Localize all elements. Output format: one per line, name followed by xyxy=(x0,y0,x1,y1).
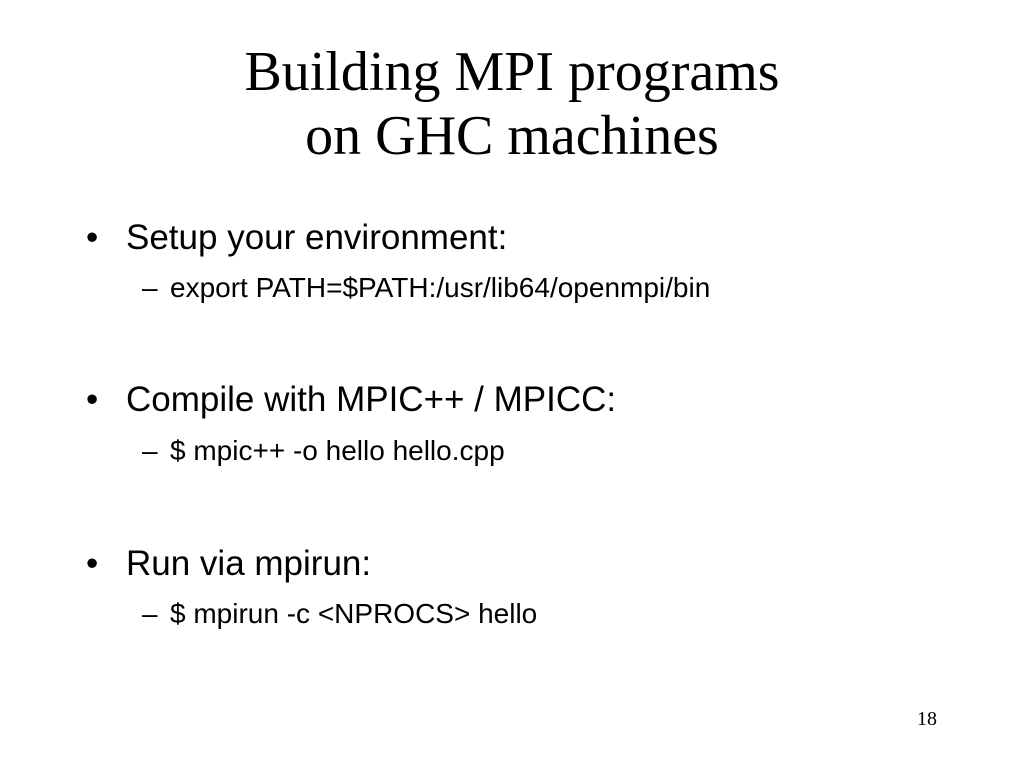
bullet-text: Setup your environment: xyxy=(126,218,508,257)
page-number: 18 xyxy=(917,708,937,730)
bullet-item-setup xyxy=(86,218,507,258)
bullet-text: Compile with MPIC++ / MPICC: xyxy=(126,380,617,419)
bullet-marker: • xyxy=(86,544,99,583)
dash-marker: – xyxy=(142,598,158,629)
sub-item-compile-command xyxy=(142,435,505,467)
bullet-marker: • xyxy=(86,380,99,419)
dash-marker: – xyxy=(142,272,158,303)
sub-item-text: $ mpic++ -o hello hello.cpp xyxy=(170,435,505,466)
bullet-item-compile xyxy=(86,380,616,420)
bullet-marker: • xyxy=(86,218,99,257)
bullet-item-run xyxy=(86,544,371,584)
bullet-text: Run via mpirun: xyxy=(126,544,372,583)
slide-title-line-1: Building MPI programs xyxy=(244,41,780,103)
sub-item-export-path xyxy=(142,272,710,304)
sub-item-text: export PATH=$PATH:/usr/lib64/openmpi/bin xyxy=(170,272,711,303)
slide-title-line-2: on GHC machines xyxy=(305,105,719,167)
sub-item-text: $ mpirun -c <NPROCS> hello xyxy=(170,598,538,629)
dash-marker: – xyxy=(142,435,158,466)
sub-item-run-command xyxy=(142,598,537,630)
